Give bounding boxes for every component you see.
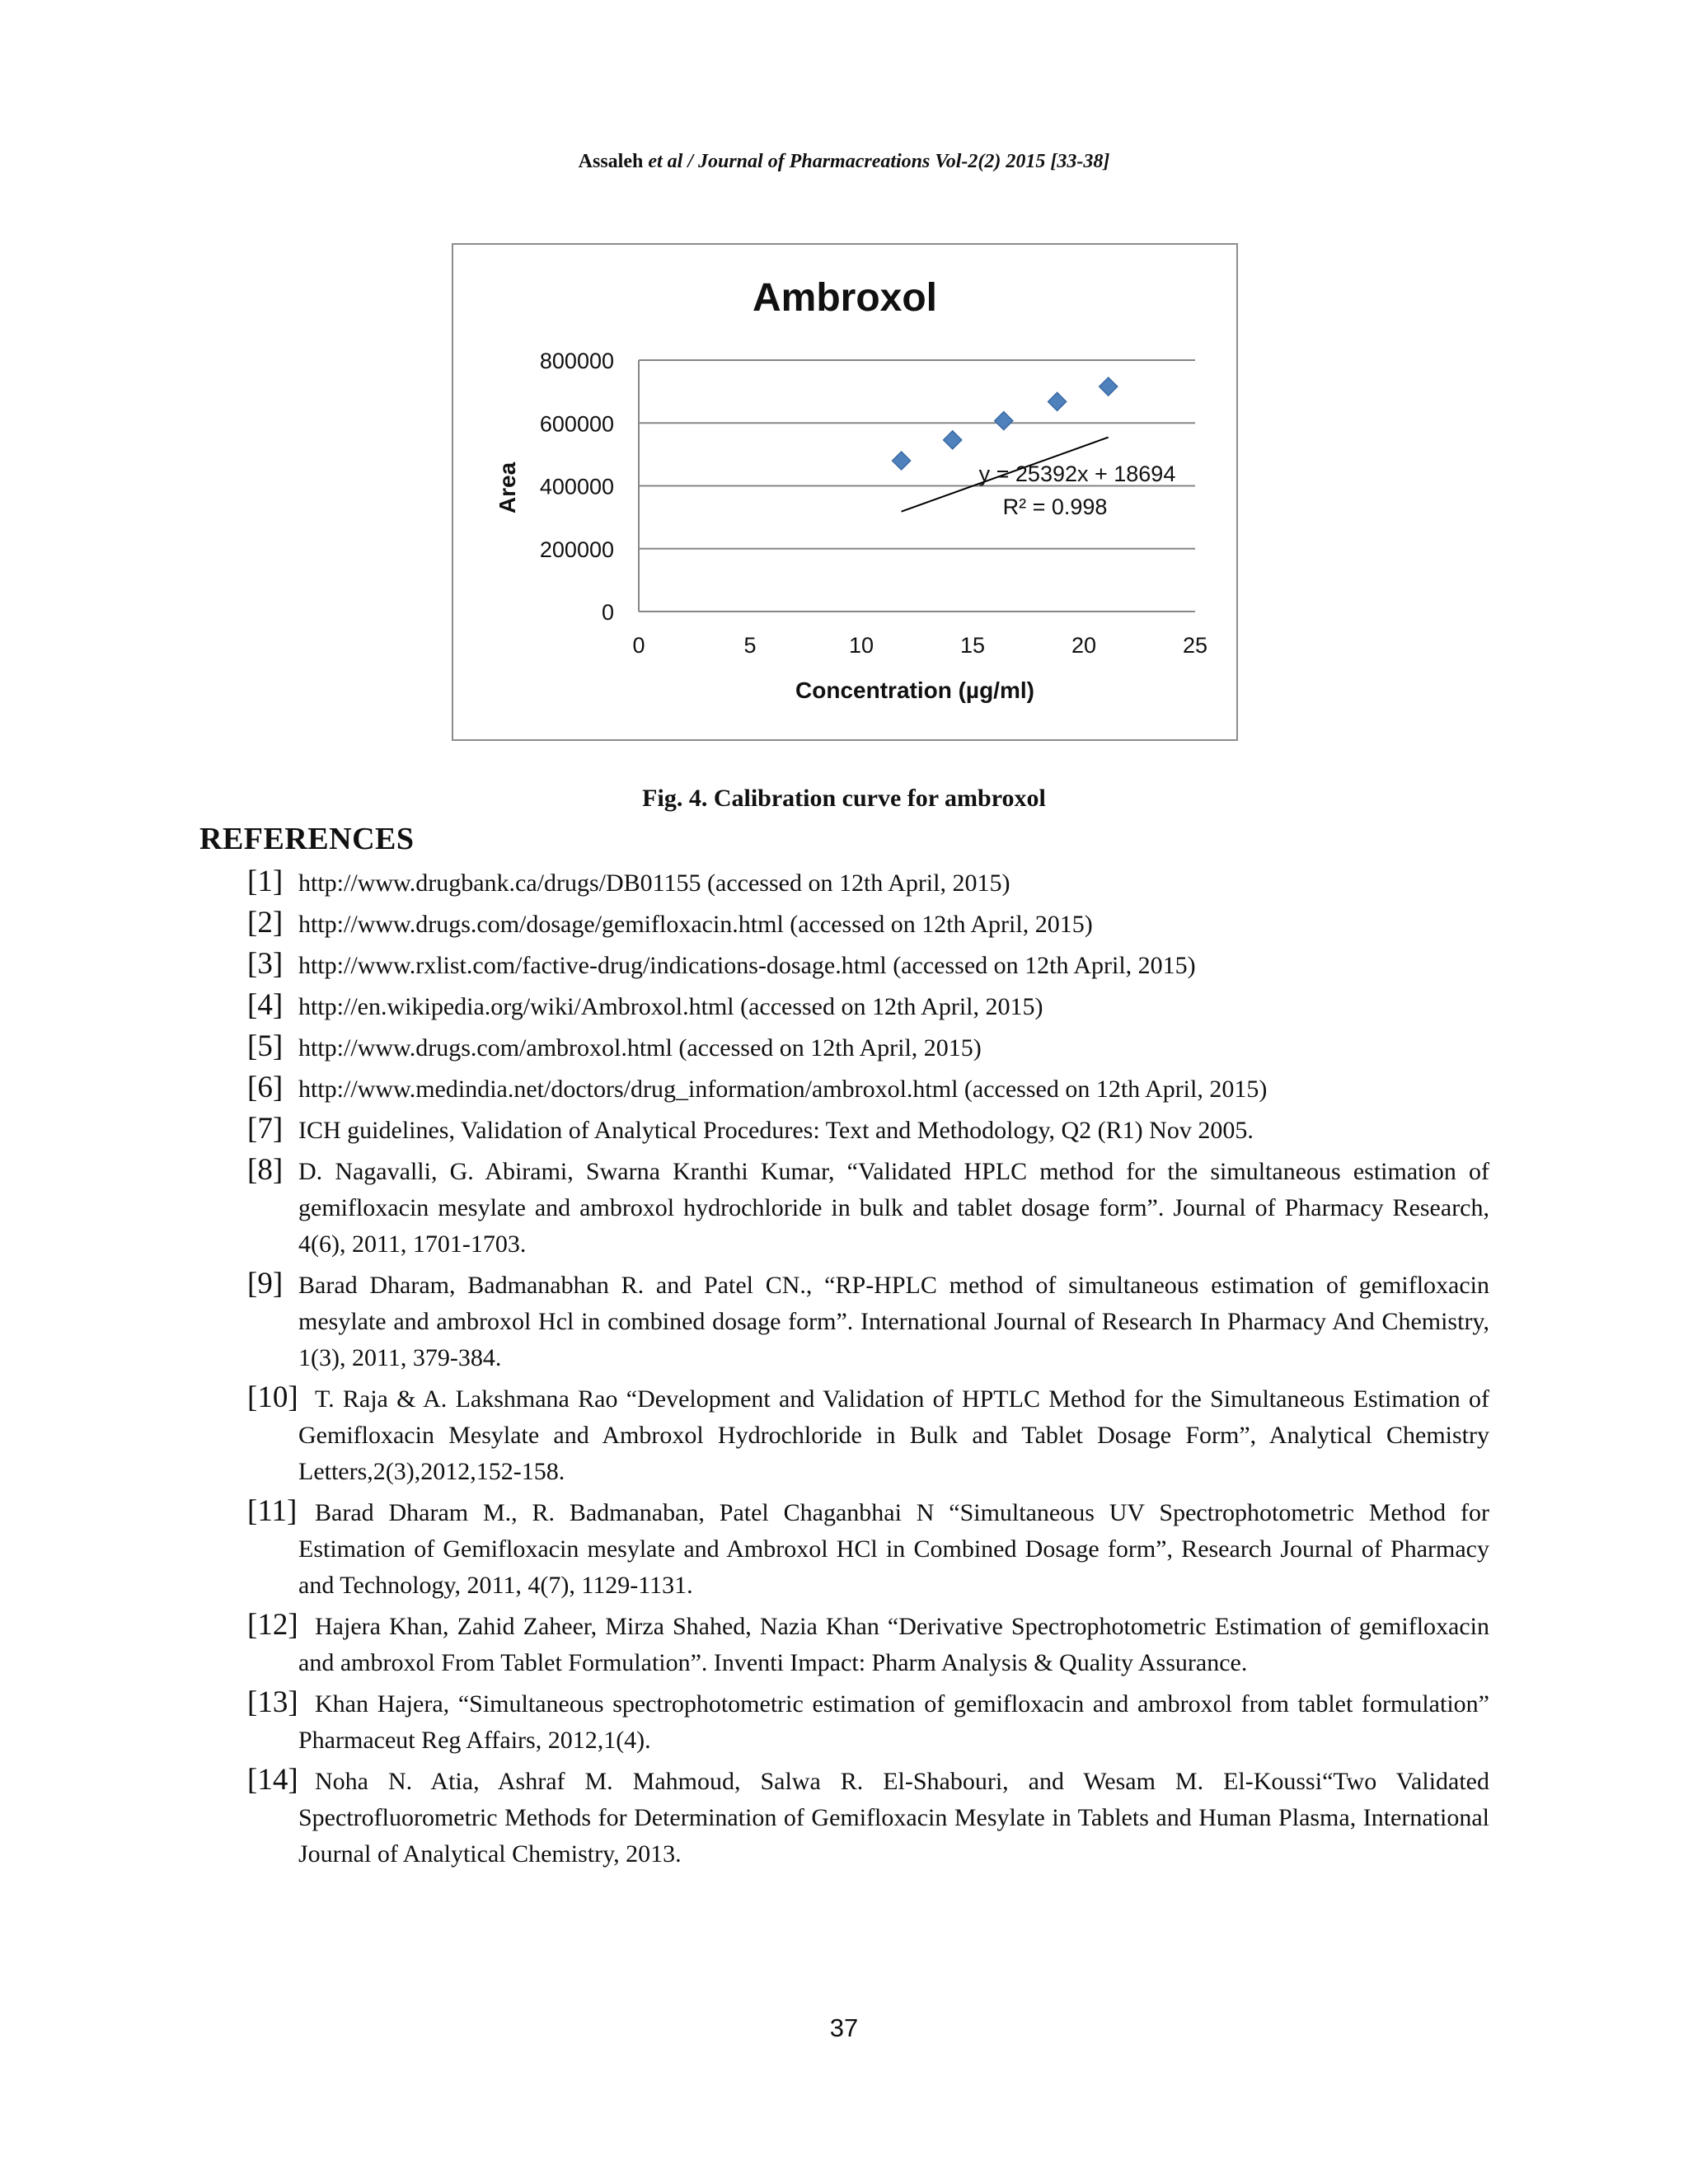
x-tick-label: 0 [632, 633, 645, 658]
reference-text: http://www.medindia.net/doctors/drug_information/ambroxol.html (accessed on 12th April, 2015) [298, 1076, 1268, 1103]
reference-number: [1] [247, 865, 284, 898]
reference-list [0, 865, 1688, 1877]
reference-number: [7] [247, 1112, 284, 1146]
reference-number: [3] [247, 947, 284, 981]
reference-item [247, 1608, 1489, 1681]
y-axis-label: Area [495, 462, 520, 514]
reference-number: [2] [247, 906, 284, 940]
reference-text: Hajera Khan, Zahid Zaheer, Mirza Shahed, Nazia Khan “Derivative Spectrophotometric Estimation of gemifloxacin and ambroxol From Tablet Formulation”. Inventi Impact: Pharm Analysis & Quality Assurance. [298, 1613, 1489, 1676]
data-point [995, 412, 1013, 430]
reference-text: http://www.rxlist.com/factive-drug/indications-dosage.html (accessed on 12th April, 2015) [298, 952, 1196, 979]
reference-item [247, 1112, 1489, 1149]
r-squared-label: R² = 0.998 [1002, 494, 1108, 519]
y-tick-label: 0 [601, 600, 614, 625]
reference-text: http://www.drugs.com/dosage/gemifloxacin.html (accessed on 12th April, 2015) [298, 911, 1093, 938]
x-tick-label: 20 [1071, 633, 1097, 658]
data-point [1100, 377, 1118, 396]
reference-item [247, 1763, 1489, 1872]
x-tick-label: 15 [959, 633, 986, 658]
y-tick-label: 800000 [539, 349, 614, 373]
y-tick-label: 200000 [539, 537, 614, 562]
reference-item [247, 1685, 1489, 1759]
reference-number: [12] [247, 1608, 298, 1642]
reference-text: Barad Dharam, Badmanabhan R. and Patel CN., “RP-HPLC method of simultaneous estimation of gemifloxacin mesylate and ambroxol Hcl in combined dosage form”. International Journal of Research In Pharmacy And Chemistry, 1(3), 2011, 379-384. [298, 1272, 1489, 1371]
chart-title: Ambroxol [752, 276, 938, 320]
x-tick-label: 10 [848, 633, 874, 658]
chart-svg [453, 245, 1236, 739]
reference-text: Noha N. Atia, Ashraf M. Mahmoud, Salwa R. El-Shabouri, and Wesam M. El-Koussi“Two Validated Spectrofluorometric Methods for Determination of Gemifloxacin Mesylate in Tablets and Human Plasma, International Journal of Analytical Chemistry, 2013. [298, 1768, 1489, 1868]
reference-text: T. Raja & A. Lakshmana Rao “Development and Validation of HPTLC Method for the Simultaneous Estimation of Gemifloxacin Mesylate and Ambroxol Hydrochloride in Bulk and Tablet Dosage Form”, Analytical Chemistry Letters,2(3),2012,152-158. [298, 1385, 1489, 1485]
reference-number: [10] [247, 1380, 298, 1414]
reference-text: Khan Hajera, “Simultaneous spectrophotometric estimation of gemifloxacin and ambroxol from tablet formulation” Pharmaceut Reg Affairs, 2012,1(4). [298, 1690, 1489, 1754]
header-journal: et al / Journal of Pharmacreations Vol-2(2) 2015 [33-38] [643, 151, 1110, 172]
equation-label: y = 25392x + 18694 [978, 462, 1176, 486]
calibration-chart [452, 243, 1238, 741]
header-author: Assaleh [578, 151, 644, 172]
reference-item [247, 906, 1489, 943]
running-header [0, 151, 1688, 173]
reference-number: [9] [247, 1267, 284, 1301]
reference-number: [8] [247, 1153, 284, 1187]
reference-item [247, 1380, 1489, 1490]
reference-number: [4] [247, 988, 284, 1022]
data-point [1048, 392, 1067, 410]
x-tick-label: 25 [1182, 633, 1208, 658]
y-tick-label: 400000 [539, 474, 614, 499]
reference-number: [5] [247, 1029, 284, 1063]
figure-caption: Fig. 4. Calibration curve for ambroxol [642, 785, 1046, 812]
data-point [944, 431, 962, 449]
data-point [893, 452, 911, 470]
reference-text: ICH guidelines, Validation of Analytical Procedures: Text and Methodology, Q2 (R1) Nov 2005. [298, 1117, 1254, 1144]
reference-item [247, 988, 1489, 1025]
reference-item [247, 947, 1489, 984]
reference-item [247, 1029, 1489, 1066]
reference-number: [6] [247, 1071, 284, 1104]
references-heading: REFERENCES [199, 822, 415, 856]
reference-number: [11] [247, 1494, 298, 1528]
reference-item [247, 1071, 1489, 1108]
reference-text: Barad Dharam M., R. Badmanaban, Patel Chaganbhai N “Simultaneous UV Spectrophotometric Method for Estimation of Gemifloxacin mesylate and Ambroxol HCl in Combined Dosage form”, Research Journal of Pharmacy and Technology, 2011, 4(7), 1129-1131. [298, 1499, 1489, 1599]
x-tick-label: 5 [743, 633, 757, 658]
x-axis-label: Concentration (µg/ml) [795, 677, 1034, 703]
reference-text: http://www.drugs.com/ambroxol.html (accessed on 12th April, 2015) [298, 1034, 982, 1062]
reference-text: D. Nagavalli, G. Abirami, Swarna Kranthi Kumar, “Validated HPLC method for the simultaneous estimation of gemifloxacin mesylate and ambroxol hydrochloride in bulk and tablet dosage form”. Journal of Pharmacy Research, 4(6), 2011, 1701-1703. [298, 1158, 1489, 1258]
reference-number: [14] [247, 1763, 298, 1797]
reference-text: http://en.wikipedia.org/wiki/Ambroxol.html (accessed on 12th April, 2015) [298, 993, 1043, 1020]
reference-text: http://www.drugbank.ca/drugs/DB01155 (accessed on 12th April, 2015) [298, 869, 1010, 897]
y-tick-label: 600000 [539, 411, 614, 437]
page-number: 37 [829, 2013, 859, 2042]
reference-item [247, 1267, 1489, 1376]
reference-item [247, 1494, 1489, 1604]
reference-item [247, 1153, 1489, 1263]
reference-number: [13] [247, 1685, 298, 1719]
reference-item [247, 865, 1489, 902]
